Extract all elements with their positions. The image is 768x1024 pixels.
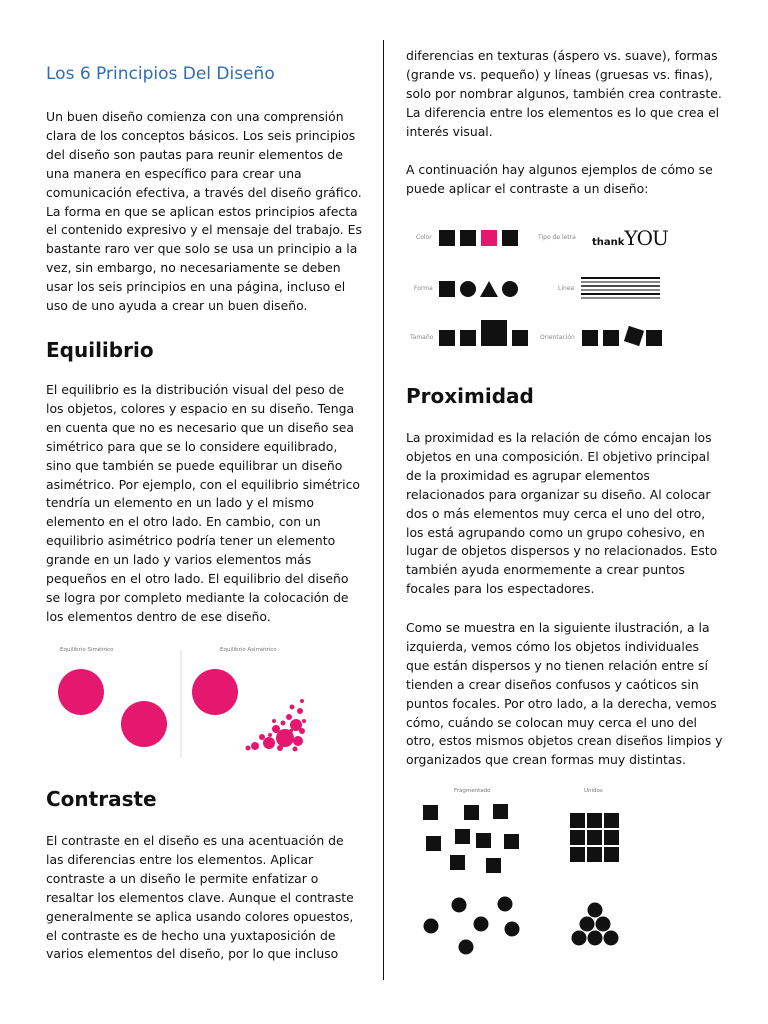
shape-row xyxy=(439,281,518,297)
contrast-examples-intro: A continuación hay algunos ejemplos de cómo se puede aplicar el contraste a un diseño: xyxy=(406,162,713,196)
typeface-sample xyxy=(592,226,668,250)
fragmented-circles xyxy=(424,897,520,955)
united-caption: Unidos xyxy=(584,788,603,794)
proximity-figure xyxy=(410,786,660,966)
balance-heading: Equilibrio xyxy=(46,338,154,362)
balance-paragraph: El equilibrio es la distribución visual del peso de los objetos, colores y espacio en su diseño. Tenga en cuenta que no es necesario que un diseño sea simétrico para que se lo considere equilibrado, sino que también se puede equilibrar un diseño asimétrico. Por ejemplo, con el equilibrio simétrico tendría un elemento en un lado y el mismo elemento en el otro lado. En cambio, con un equilibrio asimétrico podría tener un elemento grande en un lado y varios elementos más pequeños en el otro lado. El equilibrio del diseño se logra por completo mediante la colocación de los elementos dentro de ese diseño. xyxy=(46,382,360,624)
contrast-paragraph-right: diferencias en texturas (áspero vs. suave), formas (grande vs. pequeño) y líneas (gruesas vs. finas), solo por nombrar algunos, también crea contraste. La diferencia entre los elementos es lo que crea el interés visual. xyxy=(406,48,722,139)
balance-illustration xyxy=(48,645,310,763)
united-squares xyxy=(570,813,619,862)
thank-word: thank xyxy=(592,237,625,248)
proximity-paragraph-1: La proximidad es la relación de cómo encajan los objetos en una composición. El objetivo principal de la proximidad es agrupar elementos relacionados para organizar su diseño. Al colocar dos o más elementos muy cerca el uno del otro, los está agrupando como un grupo cohesivo, en lugar de objetos dispersos y no relacionados. Esto también ayuda enormemente a crear puntos focales para los espectadores. xyxy=(406,430,718,597)
label-shape: Forma xyxy=(414,285,433,292)
label-line: Línea xyxy=(558,285,575,292)
united-circles xyxy=(572,903,619,946)
contrast-paragraph-left: El contraste en el diseño es una acentuación de las diferencias entre los elementos. Aplicar contraste a un diseño le permite enfatizar o resaltar los elementos clave. Aunque el contraste generalmente se aplica usando colores opuestos, el contraste es de hecho una yuxtaposición de varios elementos del diseño, por lo que incluso xyxy=(46,833,354,962)
contrast-heading: Contraste xyxy=(46,787,157,811)
intro-paragraph: Un buen diseño comienza con una comprensión clara de los conceptos básicos. Los seis principios del diseño son pautas para reunir elementos de una manera en específico para crear una comunicación efectiva, a través del diseño gráfico. La forma en que se aplican estos principios afecta el contenido expresivo y el mensaje del trabajo. Es bastante raro ver que solo se usa un principio a la vez, sin embargo, no necesariamente se deben usar los seis principios en una página, incluso el uso de uno ayuda a crear un buen diseño. xyxy=(46,109,362,314)
line-row xyxy=(581,278,660,298)
balance-figure xyxy=(48,645,310,763)
orientation-row xyxy=(582,326,662,346)
label-typeface: Tipo de letra xyxy=(538,234,576,241)
symmetric-circle-right xyxy=(121,701,167,747)
asymmetric-large-circle xyxy=(192,669,238,715)
size-row xyxy=(439,320,528,346)
document-title: Los 6 Principios Del Diseño xyxy=(46,64,275,84)
asymmetric-caption: Equilibrio Asimétrico xyxy=(220,647,277,653)
label-orientation: Orientación xyxy=(540,334,575,341)
color-squares xyxy=(439,230,518,246)
label-size: Tamaño xyxy=(410,334,434,341)
proximity-illustration xyxy=(410,786,660,966)
symmetric-caption: Equilibrio Simétrico xyxy=(60,647,114,653)
column-divider xyxy=(383,40,384,980)
label-color: Color xyxy=(416,234,432,241)
contrast-figure xyxy=(408,218,682,358)
asymmetric-small-circles xyxy=(246,699,307,752)
fragmented-caption: Fragmentado xyxy=(454,788,491,794)
proximity-heading: Proximidad xyxy=(406,384,534,408)
proximity-paragraph-2: Como se muestra en la siguiente ilustración, a la izquierda, vemos cómo los objetos individuales que están dispersos y no tienen relación entre sí tienden a crear diseños confusos y caóticos sin puntos focales. Por otro lado, a la derecha, vemos cómo, cuándo se colocan muy cerca el uno del otro, estos mismos objetos crean diseños limpios y organizados que crean formas muy distintas. xyxy=(406,620,723,768)
fragmented-squares xyxy=(423,804,519,873)
symmetric-circle-left xyxy=(58,669,104,715)
you-word: YOU xyxy=(624,226,668,250)
